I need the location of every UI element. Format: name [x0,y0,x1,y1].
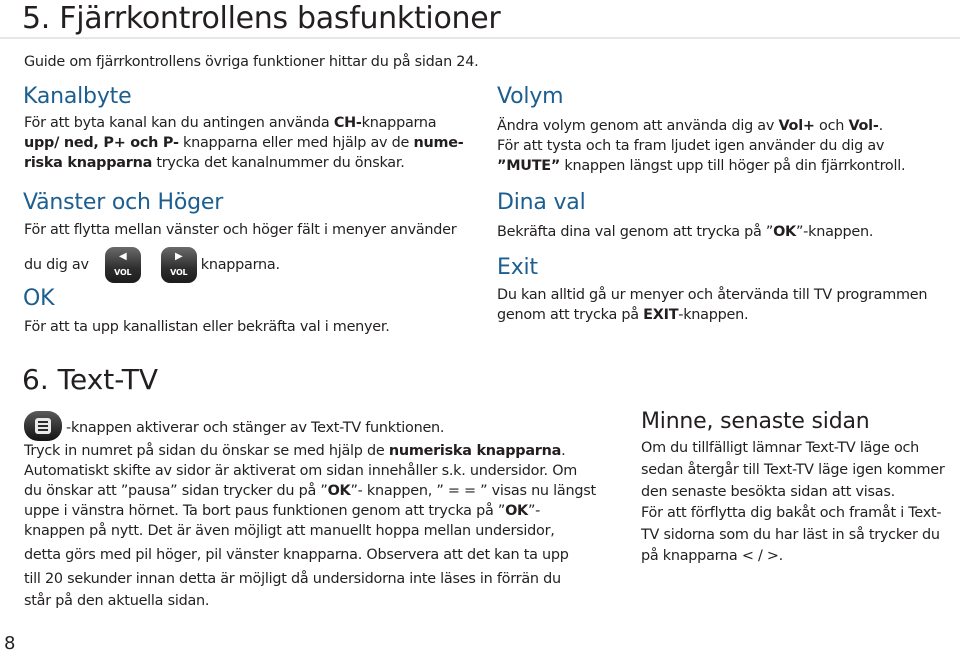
minne-line-2: sedan återgår till Text-TV läge igen kommer [641,462,945,478]
arrow-right-icon: ▶ [175,251,183,262]
page-number: 8 [4,633,16,654]
exit-heading: Exit [497,255,538,280]
kanalbyte-emphasis: CH- [333,115,362,131]
intro-text: Guide om fjärrkontrollens övriga funktioner hittar du på sidan 24. [24,54,479,70]
dina-val-part: ”-knappen. [795,224,874,240]
textv-emphasis: numeriska knapparna [388,443,562,459]
textv-text: ”- knappen, ” = = ” visas nu längst [350,483,596,499]
minne-line-4: För att förflytta dig bakåt och framåt i Text- [641,505,942,521]
textv-text: . [561,443,566,459]
kanalbyte-line-3 [24,153,405,173]
ok-text: För att ta upp kanallistan eller bekräfta val i menyer. [24,319,390,335]
exit-emphasis: EXIT [643,307,679,323]
textv-line-8: till 20 sekunder innan detta är möjligt då undersidorna inte läses in förrän du [24,571,561,587]
textv-line-1: -knappen aktiverar och stänger av Text-TV funktionen. [66,420,445,436]
kanalbyte-emphasis: nume- [413,135,464,151]
page-title: 5. Fjärrkontrollens basfunktioner [22,1,501,36]
textv-line-5 [24,501,540,521]
minne-line-6: på knapparna < / >. [641,548,784,564]
kanalbyte-text: knapparna [361,115,437,131]
kanalbyte-emphasis: upp/ ned, P+ och P- [24,135,179,151]
vanster-hoger-line-1: För att flytta mellan vänster och höger fält i menyer använder [24,222,457,238]
volym-text: Ändra volym genom att använda dig av [497,118,779,134]
volym-line-1 [497,116,883,136]
kanalbyte-text: knapparna eller med hjälp av de [178,135,414,151]
vanster-hoger-text: du dig av [24,257,89,273]
text-tv-key-icon [24,411,62,441]
textv-line-9: står på den aktuella sidan. [24,593,210,609]
kanalbyte-line-2 [24,133,463,153]
volym-line-2: För att tysta och ta fram ljudet igen använder du dig av [497,138,885,154]
kanalbyte-text: trycka det kanalnummer du önskar. [152,155,405,171]
textv-emphasis: OK [505,503,528,519]
volym-heading: Volym [497,84,564,109]
ok-heading: OK [23,286,55,311]
exit-line-2 [497,305,748,325]
vol-left-key-icon [105,247,141,283]
arrow-left-icon: ◀ [119,251,127,262]
textv-text: du önskar att ”pausa” sidan trycker du på ” [24,483,328,499]
textv-heading: 6. Text-TV [22,363,159,396]
textv-line-3: Automatiskt skifte av sidor är aktiverat om sidan innehåller s.k. undersidor. Om [24,463,578,479]
kanalbyte-heading: Kanalbyte [23,84,132,109]
volym-line-3 [497,156,905,176]
text-tv-glyph-icon [35,418,51,434]
volym-emphasis: ”MUTE” [497,158,561,174]
minne-line-5: TV sidorna som du har läst in så trycker du [641,527,940,543]
minne-line-1: Om du tillfälligt lämnar Text-TV läge och [641,440,920,456]
textv-text: ”- [527,503,541,519]
dina-val-text [497,222,873,242]
textv-line-4 [24,481,596,501]
kanalbyte-text: För att byta kanal kan du antingen använda [24,115,334,131]
exit-line-1: Du kan alltid gå ur menyer och återvända till TV programmen [497,287,928,303]
kanalbyte-emphasis: riska knapparna [24,155,153,171]
kanalbyte-line-1 [24,113,436,133]
dina-val-emphasis: OK [773,224,796,240]
vol-key-label: VOL [114,268,132,277]
vanster-hoger-line-2 [24,247,280,283]
volym-text: knappen längst upp till höger på din fjärrkontroll. [560,158,906,174]
dina-val-heading: Dina val [497,190,586,215]
textv-line-7: detta görs med pil höger, pil vänster knapparna. Observera att det kan ta upp [24,547,569,563]
exit-text: -knappen. [678,307,749,323]
volym-emphasis: Vol- [848,118,879,134]
vanster-hoger-heading: Vänster och Höger [23,190,224,215]
textv-text: Tryck in numret på sidan du önskar se med hjälp de [24,443,389,459]
textv-emphasis: OK [327,483,351,499]
vanster-hoger-text: knapparna. [200,257,280,273]
header-rule [0,37,960,39]
volym-text: och [814,118,849,134]
minne-heading: Minne, senaste sidan [641,409,870,434]
minne-line-3: den senaste besökta sidan att visas. [641,484,895,500]
exit-text: genom att trycka på [497,307,644,323]
vol-right-key-icon [161,247,197,283]
volym-text: . [878,118,883,134]
textv-line-2 [24,441,565,461]
textv-text: uppe i vänstra hörnet. Ta bort paus funktionen genom att trycka på ” [24,503,506,519]
volym-emphasis: Vol+ [778,118,815,134]
textv-line-6: knappen på nytt. Det är även möjligt att manuellt hoppa mellan undersidor, [24,523,555,539]
vol-key-label: VOL [170,268,188,277]
dina-val-part: Bekräfta dina val genom att trycka på ” [497,224,774,240]
